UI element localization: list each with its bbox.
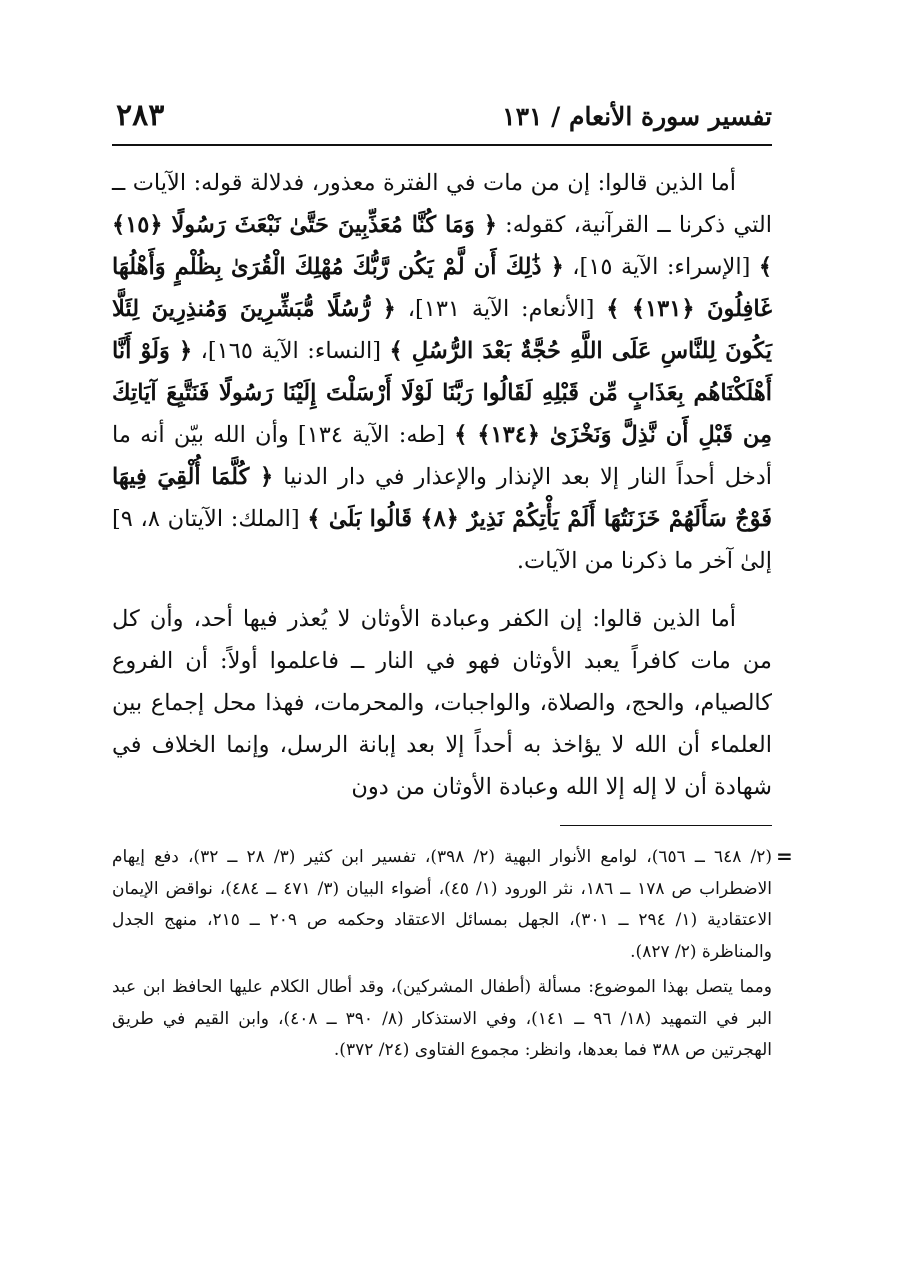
quran-verse-isra-15: ﴿ وَمَا كُنَّا مُعَذِّبِينَ حَتَّىٰ نَبْعَثَ رَسُولًا ﴿١٥﴾ ﴾	[112, 212, 772, 280]
text-segment: أما الذين قالوا: إن الكفر وعبادة الأوثان لا يُعذر فيها أحد، وأن كل من مات كافراً يعبد الأوثان فهو في النار ــ فاعلموا أولاً: أن الفروع كالصيام، والحج، والصلاة، والواجبات، والمحرمات، فهذا محل إجماع بين العلماء أن الله لا يؤاخذ به أحداً إلا بعد إبانة الرسل، وإنما الخلاف في شهادة أن لا إله إلا الله وعبادة الأوثان من دون	[112, 606, 772, 800]
verse-reference: [الأنعام: الآية ١٣١]،	[395, 296, 607, 322]
paragraph-fatra	[112, 162, 772, 582]
header-rule	[112, 144, 772, 146]
main-text	[112, 162, 772, 808]
footnote-item: ومما يتصل بهذا الموضوع: مسألة (أطفال المشركين)، وقد أطال الكلام عليها الحافظ ابن عبد البر في التمهيد (١٨/ ٩٦ ــ ١٤١)، وفي الاستذكار (٨/ ٣٩٠ ــ ٤٠٨)، وابن القيم في طريق الهجرتين ص ٣٨٨ فما بعدها، وانظر: مجموع الفتاوى (٢٤/ ٣٧٢).	[112, 977, 772, 1060]
footnotes	[112, 842, 772, 1067]
paragraph-kufr	[112, 598, 772, 808]
verse-reference: [الإسراء: الآية ١٥]،	[563, 254, 759, 280]
verse-reference: [النساء: الآية ١٦٥]،	[192, 338, 390, 364]
quran-verse-taha-134: ﴿ وَلَوْ أَنَّا أَهْلَكْنَاهُم بِعَذَابٍ مِّن قَبْلِهِ لَقَالُوا رَبَّنَا لَوْلَا أَرْسَلْتَ إِلَيْنَا رَسُولًا فَنَتَّبِعَ آيَاتِكَ مِن قَبْلِ أَن نَّذِلَّ وَنَخْزَىٰ ﴿١٣٤﴾ ﴾	[112, 338, 772, 448]
text-segment: أما الذين قالوا: إن من مات في الفترة معذور، فدلالة قوله: الآيات ــ التي ذكرنا ــ القرآنية، كقوله:	[112, 170, 772, 238]
footnote-separator	[560, 825, 772, 826]
quran-verse-anam-131: ﴿ ذَٰلِكَ أَن لَّمْ يَكُن رَّبُّكَ مُهْلِكَ الْقُرَىٰ بِظُلْمٍ وَأَهْلُهَا غَافِلُونَ ﴿١٣١﴾ ﴾	[112, 254, 772, 322]
footnote-item: (٢/ ٦٤٨ ــ ٦٥٦)، لوامع الأنوار البهية (٢/ ٣٩٨)، تفسير ابن كثير (٣/ ٢٨ ــ ٣٢)، دفع إيهام الاضطراب ص ١٧٨ ــ ١٨٦، نثر الورود (١/ ٤٥)، أضواء البيان (٣/ ٤٧١ ــ ٤٨٤)، نواقض الإيمان الاعتقادية (١/ ٢٩٤ ــ ٣٠١)، الجهل بمسائل الاعتقاد وحكمه ص ٢٠٩ ــ ٢١٥، منهج الجدل والمناظرة (٢/ ٨٢٧).	[112, 847, 772, 962]
text-segment: [طه: الآية ١٣٤] وأن الله بيّن أنه ما أدخل أحداً النار إلا بعد الإنذار والإعذار في دار الدنيا	[112, 422, 772, 490]
quran-verse-mulk-8-9: ﴿ كُلَّمَا أُلْقِيَ فِيهَا فَوْجٌ سَأَلَهُمْ خَزَنَتُهَا أَلَمْ يَأْتِكُمْ نَذِيرٌ ﴿٨﴾ قَالُوا بَلَىٰ ﴾	[112, 464, 772, 532]
quran-verse-nisa-165: ﴿ رُّسُلًا مُّبَشِّرِينَ وَمُنذِرِينَ لِئَلَّا يَكُونَ لِلنَّاسِ عَلَى اللَّهِ حُجَّةٌ بَعْدَ الرُّسُلِ ﴾	[112, 296, 772, 364]
page-header	[112, 98, 772, 138]
verse-reference: [الملك: الآيتان ٨، ٩] إلىٰ آخر ما ذكرنا من الآيات.	[112, 506, 772, 574]
page-number: ٢٨٣	[116, 98, 165, 133]
running-title: تفسير سورة الأنعام / ١٣١	[502, 102, 772, 131]
footnote-continuation-mark: =	[776, 844, 793, 868]
